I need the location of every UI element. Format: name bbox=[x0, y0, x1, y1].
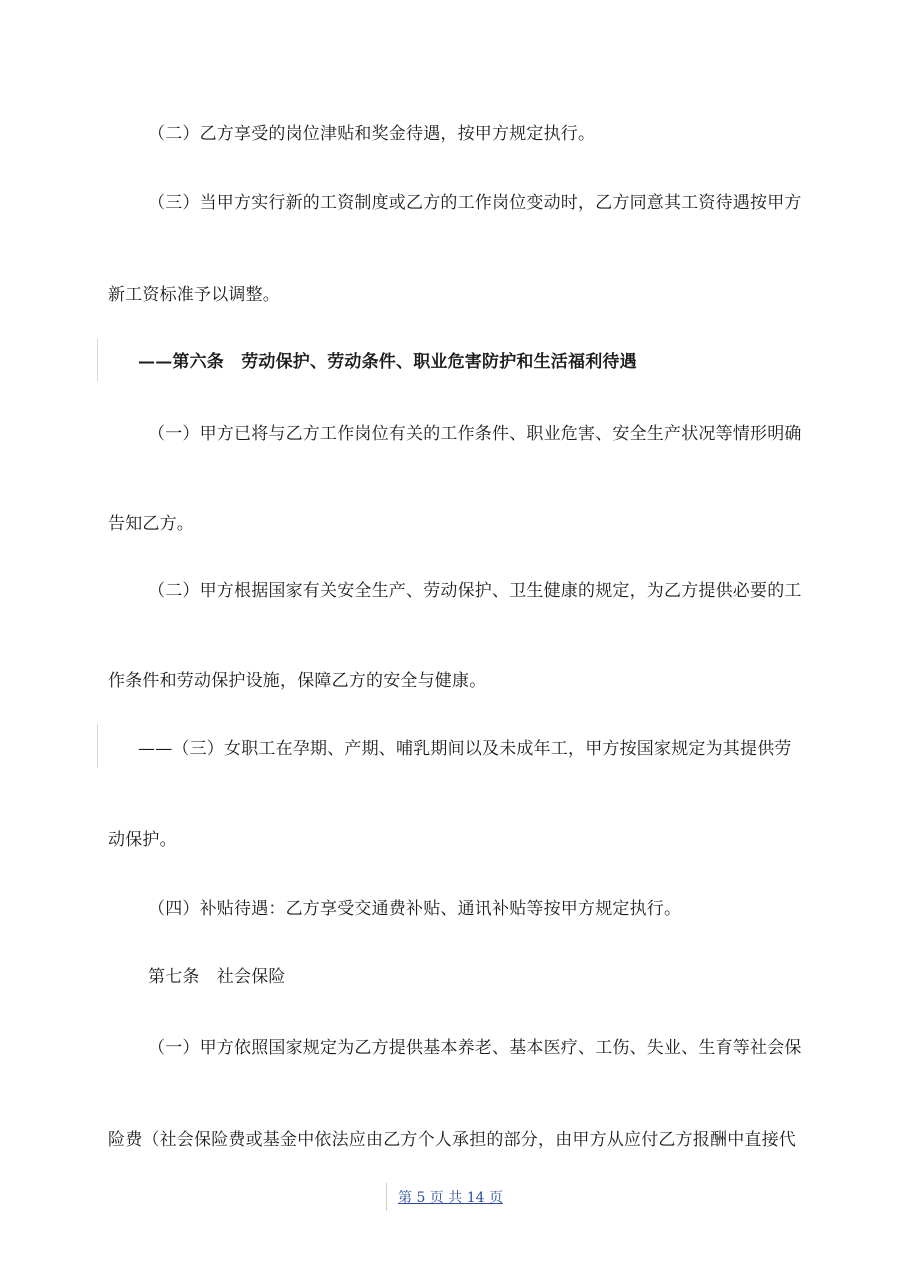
paragraph-line: （一）甲方依照国家规定为乙方提供基本养老、基本医疗、工伤、失业、生育等社会保 bbox=[148, 1038, 802, 1058]
paragraph-line: （三）当甲方实行新的工资制度或乙方的工作岗位变动时，乙方同意其工资待遇按甲方 bbox=[148, 193, 802, 213]
paragraph-line: 作条件和劳动保护设施，保障乙方的安全与健康。 bbox=[108, 671, 487, 691]
paragraph-line: ——（三）女职工在孕期、产期、哺乳期间以及未成年工，甲方按国家规定为其提供劳 bbox=[138, 739, 792, 759]
paragraph-line: 新工资标准予以调整。 bbox=[108, 285, 280, 305]
paragraph-line: （二）甲方根据国家有关安全生产、劳动保护、卫生健康的规定，为乙方提供必要的工 bbox=[148, 581, 802, 601]
paragraph-line: （二）乙方享受的岗位津贴和奖金待遇，按甲方规定执行。 bbox=[148, 124, 596, 144]
paragraph-line: 告知乙方。 bbox=[108, 514, 194, 534]
section-heading: 第七条 社会保险 bbox=[148, 967, 286, 987]
paragraph-line: （四）补贴待遇：乙方享受交通费补贴、通讯补贴等按甲方规定执行。 bbox=[148, 899, 682, 919]
section-heading: ——第六条 劳动保护、劳动条件、职业危害防护和生活福利待遇 bbox=[138, 352, 637, 372]
page-number[interactable]: 第 5 页 共 14 页 bbox=[398, 1190, 503, 1206]
revision-marker bbox=[97, 338, 98, 382]
revision-marker bbox=[97, 724, 98, 768]
paragraph-line: 险费（社会保险费或基金中依法应由乙方个人承担的部分，由甲方从应付乙方报酬中直接代 bbox=[108, 1130, 796, 1150]
footer-divider bbox=[386, 1183, 387, 1211]
paragraph-line: （一）甲方已将与乙方工作岗位有关的工作条件、职业危害、安全生产状况等情形明确 bbox=[148, 424, 802, 444]
paragraph-line: 动保护。 bbox=[108, 830, 177, 850]
